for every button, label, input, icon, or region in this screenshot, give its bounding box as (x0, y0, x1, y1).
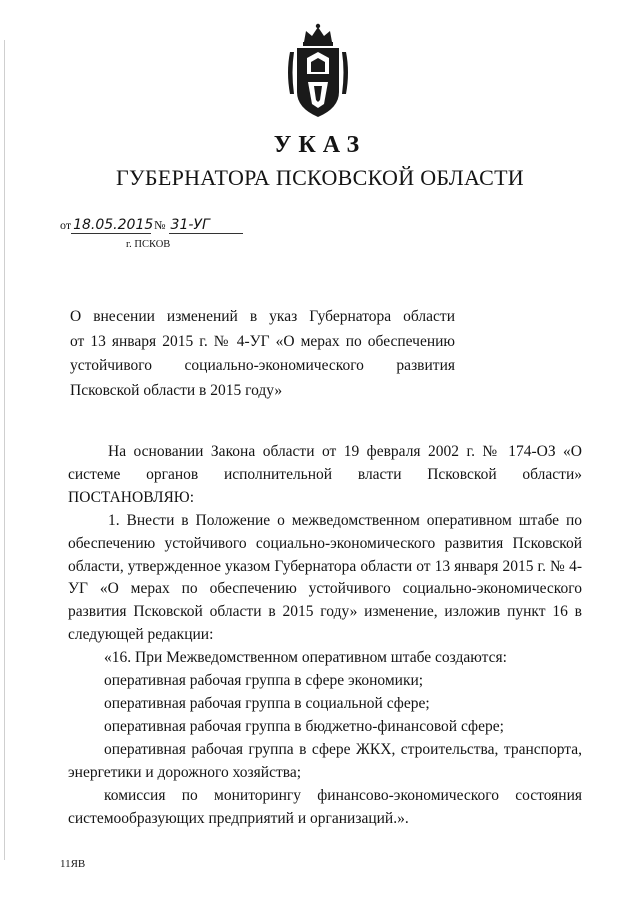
number-prefix: № (154, 218, 166, 232)
decree-title: УКАЗ (273, 132, 367, 158)
coat-of-arms-icon (278, 22, 358, 122)
preamble-paragraph: На основании Закона области от 19 февраля 2002 г. № 174-ОЗ «О системе органов исполнительной власти Псковской области» ПОСТАНОВЛЯЮ: (68, 443, 582, 506)
handwritten-date: 18.05.2015 (73, 217, 154, 233)
decree-body (68, 441, 582, 830)
item-1-paragraph: 1. Внести в Положение о межведомственном оперативном штабе по обеспечению устойчивого социально-экономического развития Псковской области, утвержденное указом Губернатора области от 13 января 2015 г. № 4-УГ «О мерах по обеспечению устойчивого социально-экономического развития Псковской области в 2015 году» изменение, изложив пункт 16 в следующей редакции: (68, 511, 582, 644)
scan-edge-line (4, 40, 5, 860)
quote-intro: «16. При Межведомственном оперативном штабе создаются: (104, 649, 507, 667)
group-item: оперативная рабочая группа в социальной сфере; (104, 694, 430, 712)
city-label: г. ПСКОВ (126, 239, 171, 250)
group-item: оперативная рабочая группа в бюджетно-финансовой сфере; (104, 717, 504, 735)
date-prefix: от (60, 218, 72, 232)
date-number-line (60, 218, 243, 234)
subject-line: от 13 января 2015 г. № 4-УГ «О мерах по обеспечению (70, 332, 455, 350)
group-item: оперативная рабочая группа в сфере ЖКХ, строительства, транспорта, энергетики и дорожного хозяйства; (68, 740, 582, 781)
decree-issuer: ГУБЕРНАТОРА ПСКОВСКОЙ ОБЛАСТИ (116, 165, 524, 190)
subject-line: Псковской области в 2015 году» (70, 381, 283, 399)
group-item: комиссия по мониторингу финансово-экономического состояния системообразующих предприятий и организаций.». (68, 786, 582, 827)
group-item: оперативная рабочая группа в сфере экономики; (104, 672, 424, 690)
handwritten-number: 31-УГ (169, 218, 243, 234)
subject-heading (70, 305, 455, 403)
subject-line: О внесении изменений в указ Губернатора области (70, 308, 455, 325)
document-code: 11ЯВ (60, 858, 86, 870)
subject-line: устойчивого социально-экономического развития (70, 357, 455, 374)
